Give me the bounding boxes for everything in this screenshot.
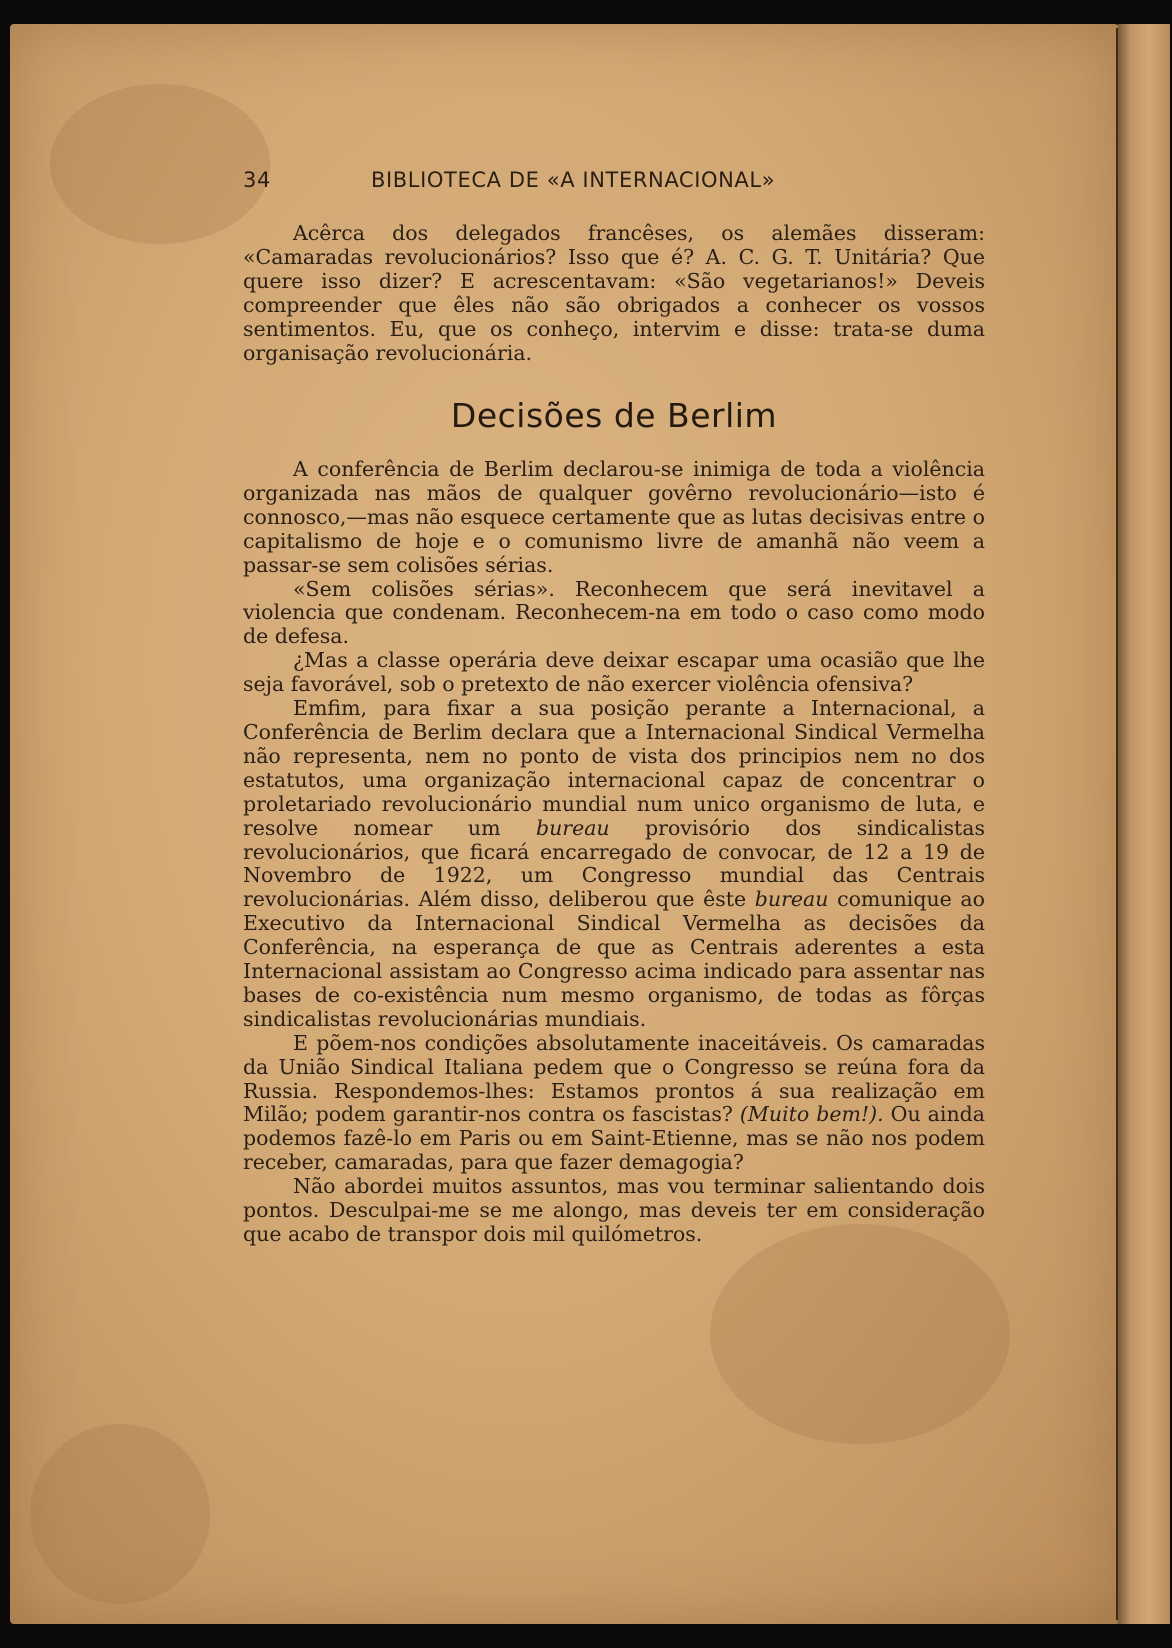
paragraph-5-text-b: Ou ainda podemos fazê-lo em Paris ou em Saint-Etienne, mas se não nos podem receber, camaradas, para que fazer demagogia? bbox=[243, 1102, 985, 1175]
paragraph-2: «Sem colisões sérias». Reconhecem que será inevitavel a violencia que condenam. Reconhecem-na em todo o caso como modo de defesa. bbox=[243, 576, 985, 649]
page-edge bbox=[1118, 24, 1170, 1624]
running-title: BIBLIOTECA DE «A INTERNACIONAL» bbox=[371, 168, 776, 192]
paragraph-3: ¿Mas a classe operária deve deixar escapar uma ocasião que lhe seja favorável, sob o pretexto de não exercer violência ofensiva? bbox=[243, 648, 985, 697]
paragraph-4-italic-a: bureau bbox=[535, 815, 610, 840]
body-text bbox=[243, 458, 985, 1247]
paragraph-4-italic-b: bureau bbox=[754, 887, 829, 912]
intro-block bbox=[243, 222, 985, 365]
paragraph-4-text-a: Emfim, para fixar a sua posição perante a Internacional, a Conferência de Berlim declara que a Internacional Sindical Vermelha não representa, nem no ponto de vista dos principios nem no dos estatutos, uma organização internacional capaz de concentrar o proletariado revolucionário mundial num unico organismo de luta, e resolve nomear um bbox=[243, 696, 985, 840]
running-header bbox=[243, 168, 903, 192]
paper-stain bbox=[710, 1224, 1010, 1444]
paragraph-6: Não abordei muitos assuntos, mas vou terminar salientando dois pontos. Desculpai-me se me alongo, mas deveis ter em consideração que acabo de transpor dois mil quilómetros. bbox=[243, 1174, 985, 1246]
paragraph-4 bbox=[243, 697, 985, 1032]
section-heading: Decisões de Berlim bbox=[450, 396, 778, 435]
page-number: 34 bbox=[243, 168, 271, 192]
paper-stain bbox=[30, 1424, 210, 1604]
paper-stain bbox=[50, 84, 270, 244]
paragraph-4-text-b: provisório dos sindicalistas revolucionários, que ficará encarregado de convocar, de 12 a 19 de Novembro de 1922, um Congresso mundial das Centrais revolucionárias. Além disso, deliberou que êste bbox=[243, 815, 985, 912]
intro-paragraph: Acêrca dos delegados francêses, os alemães disseram: «Camaradas revolucionários? Isso que é? A. C. G. T. Unitária? Que quere isso dizer? E acrescentavam: «São vegetarianos!» Deveis compreender que êles não são obrigados a conhecer os vossos sentimentos. Eu, que os conheço, intervim e disse: trata-se duma organisação revolucionária. bbox=[243, 221, 985, 365]
paragraph-5 bbox=[243, 1032, 985, 1175]
paragraph-5-italic: (Muito bem!). bbox=[739, 1102, 884, 1127]
paragraph-5-text-a: E põem-nos condições absolutamente inaceitáveis. Os camaradas da União Sindical Italiana pedem que o Congresso se reúna fora da Russia. Respondemos-lhes: Estamos prontos á sua realização em Milão; podem garantir-nos contra os fascistas? bbox=[243, 1030, 985, 1127]
paragraph-1: A conferência de Berlim declarou-se inimiga de toda a violência organizada nas mãos de qualquer govêrno revolucionário—isto é connosco,—mas não esquece certamente que as lutas decisivas entre o capitalismo de hoje e o comunismo livre de amanhã não veem a passar-se sem colisões sérias. bbox=[243, 457, 985, 577]
paragraph-4-text-c: comunique ao Executivo da Internacional Sindical Vermelha as decisões da Conferência, na esperança de que as Centrais aderentes a esta Internacional assistam ao Congresso acima indicado para assentar nas bases de co-existência num mesmo organismo, de todas as fôrças sindicalistas revolucionárias mundiais. bbox=[243, 887, 985, 1031]
